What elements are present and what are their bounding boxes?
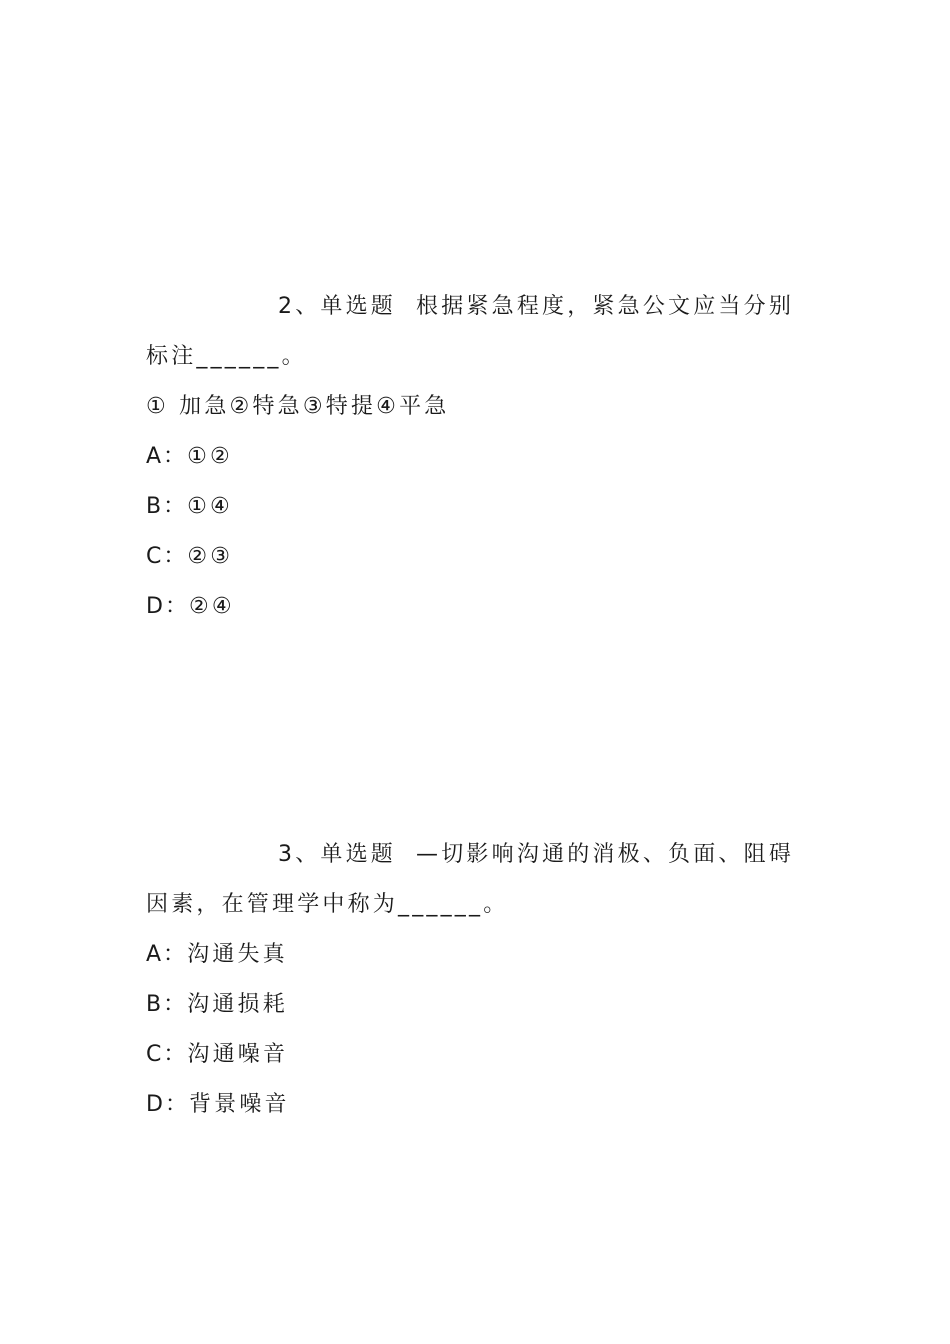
- option-c: [146, 1030, 816, 1080]
- question-number: 3、: [278, 842, 321, 867]
- option-text: 沟通噪音: [187, 1042, 289, 1067]
- option-d: [146, 1080, 816, 1130]
- option-text: 沟通失真: [187, 942, 288, 967]
- question-2: [146, 282, 816, 632]
- option-key: D：: [146, 594, 189, 619]
- option-a: [146, 930, 816, 980]
- question-stem-line-2: 因素，在管理学中称为______。: [146, 892, 509, 917]
- question-stem-line-1: [146, 830, 816, 880]
- question-stem-line-1: [146, 282, 816, 332]
- option-key: C：: [146, 544, 188, 569]
- option-d: [146, 582, 816, 632]
- question-3: [146, 830, 816, 1130]
- option-text: 沟通损耗: [187, 992, 288, 1017]
- option-b: [146, 980, 816, 1030]
- question-type: 单选题: [320, 294, 397, 319]
- option-text: 背景噪音: [188, 1092, 290, 1117]
- option-key: A：: [146, 444, 188, 469]
- question-stem-line-2: 标注______。: [146, 344, 307, 369]
- option-text: ②④: [188, 594, 235, 619]
- option-text: ②③: [187, 544, 234, 569]
- option-key: A：: [146, 942, 188, 967]
- option-text: ①②: [187, 444, 233, 469]
- option-key: B：: [146, 494, 188, 519]
- question-type: 单选题: [320, 842, 397, 867]
- option-key: B：: [146, 992, 188, 1017]
- option-text: ①④: [187, 494, 233, 519]
- question-stem-text: —切影响沟通的消极、负面、阻碍: [416, 842, 795, 867]
- option-b: [146, 482, 816, 532]
- option-a: [146, 432, 816, 482]
- question-number: 2、: [278, 294, 321, 319]
- option-key: D：: [146, 1092, 189, 1117]
- question-extra-line: ① 加急②特急③特提④平急: [146, 394, 450, 419]
- question-stem-text: 根据紧急程度，紧急公文应当分别: [416, 294, 795, 319]
- option-key: C：: [146, 1042, 188, 1067]
- option-c: [146, 532, 816, 582]
